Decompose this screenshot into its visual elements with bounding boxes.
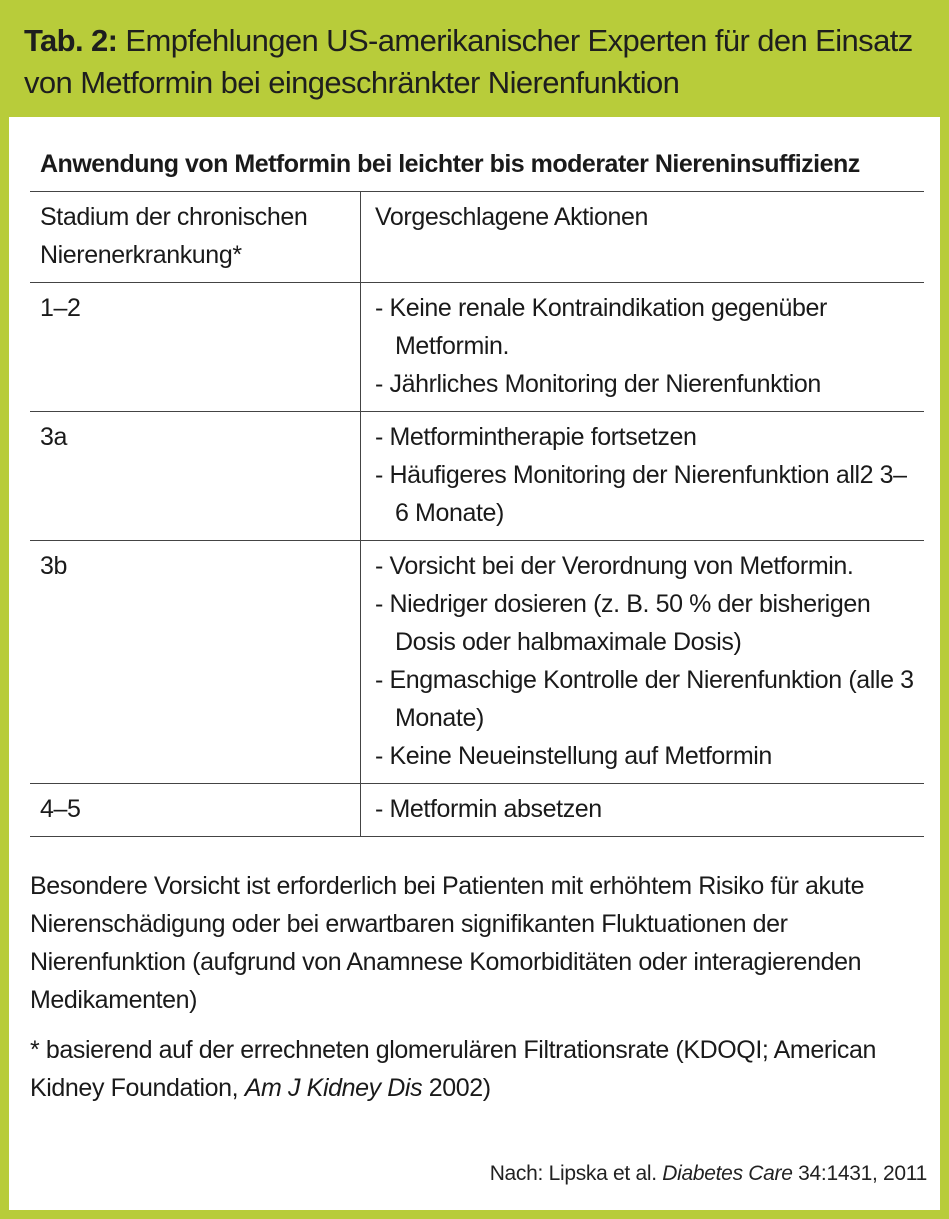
table-row	[30, 541, 924, 784]
caption-label: Tab. 2:	[24, 23, 118, 58]
action-item: - Keine renale Kontraindikation gegenüber Metformin.	[375, 294, 827, 360]
footnote-year: 2002)	[422, 1074, 491, 1102]
table-row	[30, 283, 924, 412]
action-item: - Metformintherapie fortsetzen	[375, 423, 697, 451]
actions-cell	[361, 283, 925, 412]
table-row	[30, 412, 924, 541]
action-item: - Keine Neueinstellung auf Metformin	[375, 742, 772, 770]
column-header-stage: Stadium der chronischen Nierenerkrankung*	[30, 192, 361, 283]
source-citation	[490, 1162, 927, 1186]
content	[30, 117, 924, 1107]
table-title: Anwendung von Metformin bei leichter bis moderater Niereninsuffizienz	[30, 117, 924, 192]
actions-cell	[361, 412, 925, 541]
table-caption	[0, 0, 949, 117]
stage-cell: 3b	[30, 541, 361, 784]
action-item: - Jährliches Monitoring der Nierenfunktion	[375, 370, 821, 398]
stage-cell: 3a	[30, 412, 361, 541]
stage-cell: 1–2	[30, 283, 361, 412]
actions-cell	[361, 784, 925, 837]
footnote-text: * basierend auf der errechneten glomerulären Filtrationsrate (KDOQI; American Kidney Foundation,	[30, 1036, 877, 1102]
action-item: - Vorsicht bei der Verordnung von Metformin.	[375, 552, 854, 580]
table-row	[30, 784, 924, 837]
source-details: 34:1431, 2011	[792, 1162, 927, 1185]
recommendation-table	[30, 192, 924, 837]
action-item: - Metformin absetzen	[375, 795, 602, 823]
column-header-actions: Vorgeschlagene Aktionen	[361, 192, 925, 283]
source-prefix: Nach: Lipska et al.	[489, 1162, 663, 1185]
actions-cell	[361, 541, 925, 784]
footnote	[30, 1031, 930, 1107]
stage-cell: 4–5	[30, 784, 361, 837]
caution-note: Besondere Vorsicht ist erforderlich bei Patienten mit erhöhtem Risiko für akute Nierenschädigung oder bei erwartbaren signifikanten Fluktuationen der Nierenfunktion (aufgrund von Anamnese Komorbiditäten oder interagierenden Medikamenten)	[30, 872, 865, 1014]
footnote-journal: Am J Kidney Dis	[244, 1074, 423, 1102]
action-item: - Niedriger dosieren (z. B. 50 % der bisherigen Dosis oder halbmaximale Dosis)	[375, 590, 871, 656]
table-header-row	[30, 192, 924, 283]
source-journal: Diabetes Care	[662, 1162, 793, 1185]
action-item: - Häufigeres Monitoring der Nierenfunktion all2 3–6 Monate)	[375, 461, 907, 527]
action-item: - Engmaschige Kontrolle der Nierenfunktion (alle 3 Monate)	[375, 666, 914, 732]
caption-title: Empfehlungen US-amerikanischer Experten für den Einsatz von Metformin bei eingeschränkter Nierenfunktion	[24, 23, 913, 100]
